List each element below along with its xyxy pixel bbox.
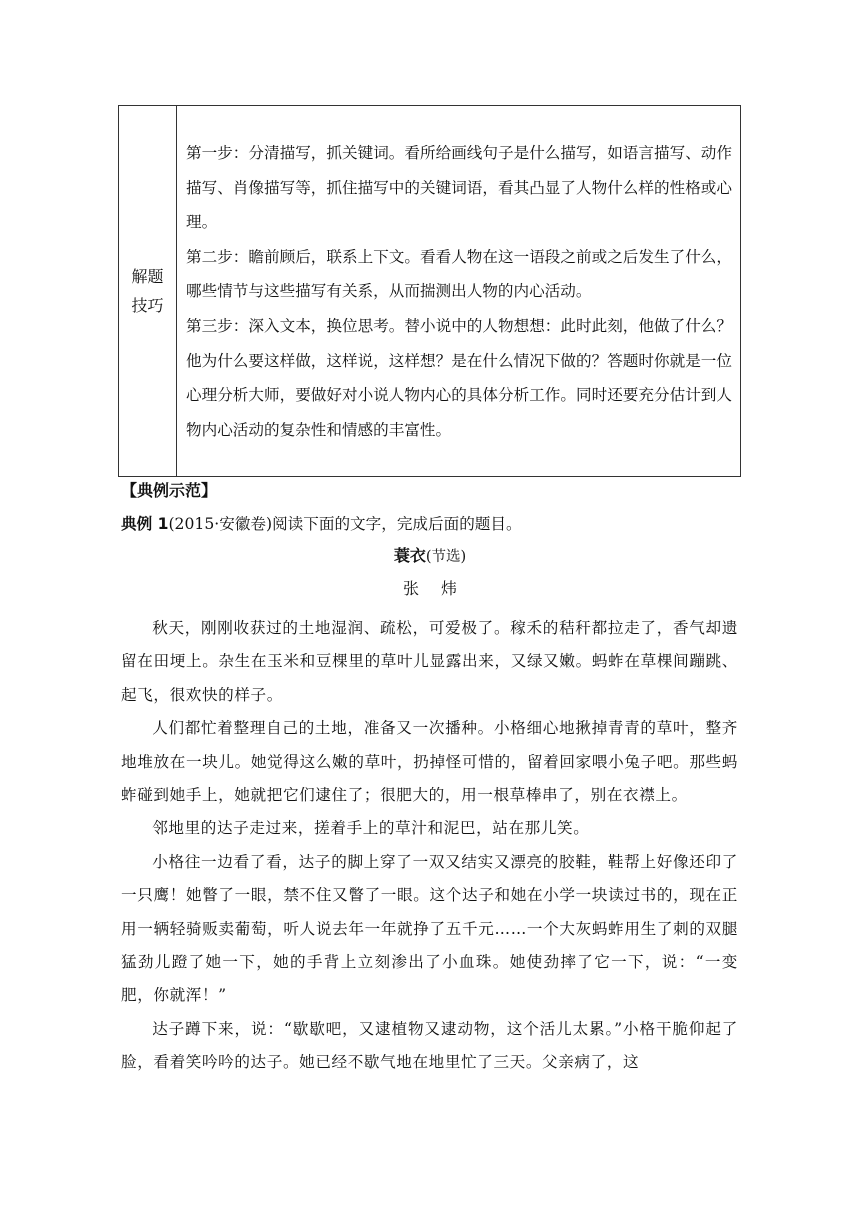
tips-label-line1: 解题 — [131, 267, 164, 286]
story-title-note: (节选) — [425, 549, 467, 565]
story-paragraph-1: 秋天，刚刚收获过的土地湿润、疏松，可爱极了。稼禾的秸秆都拉走了，香气却遗留在田埂上。杂生在玉米和豆棵里的草叶儿显露出来，又绿又嫩。蚂蚱在草棵间蹦跳、起飞，很欢快的样子。 — [121, 619, 738, 704]
story-author: 张炜 — [402, 579, 479, 598]
story-body — [121, 612, 738, 1080]
tips-step-3: 第三步：深入文本，换位思考。替小说中的人物想想：此时此刻，他做了什么？他为什么要这样做，这样说，这样想？是在什么情况下做的？答题时你就是一位心理分析大师，要做好对小说人物内心的具体分析工作。同时还要充分估计到人物内心活动的复杂性和情感的丰富性。 — [186, 316, 732, 439]
section-heading: 【典例示范】 — [121, 481, 218, 500]
story-paragraph-4: 小格往一边看了看，达子的脚上穿了一双又结实又漂亮的胶鞋，鞋帮上好像还印了一只鹰！她瞥了一眼，禁不住又瞥了一眼。这个达子和她在小学一块读过书的，现在正用一辆轻骑贩卖葡萄，听人说去年一年就挣了五千元……一个大灰蚂蚱用生了刺的双腿猛劲儿蹬了她一下，她的手背上立刻渗出了小血珠。她使劲摔了它一下，说：“一变肥，你就浑！” — [121, 852, 738, 1005]
story-paragraph-5: 达子蹲下来，说：“歇歇吧，又逮植物又逮动物，这个活儿太累。”小格干脆仰起了脸，看着笑吟吟的达子。她已经不歇气地在地里忙了三天。父亲病了，这 — [121, 1019, 738, 1072]
example-instruction: 阅读下面的文字，完成后面的题目。 — [272, 515, 522, 533]
tips-label-cell — [119, 106, 177, 476]
tips-step-2: 第二步：瞻前顾后，联系上下文。看看人物在这一语段之前或之后发生了什么，哪些情节与这些描写有关系，从而揣测出人物的内心活动。 — [186, 247, 732, 301]
example-intro — [121, 513, 522, 535]
story-title — [0, 545, 860, 568]
story-title-text: 蓑衣 — [393, 546, 426, 565]
example-label: 典例 1 — [121, 515, 169, 533]
tips-content-cell — [177, 106, 740, 476]
story-paragraph-3: 邻地里的达子走过来，搓着手上的草汁和泥巴，站在那儿笑。 — [152, 819, 590, 838]
solving-tips-table — [118, 105, 741, 477]
tips-step-1: 第一步：分清描写，抓关键词。看所给画线句子是什么描写，如语言描写、动作描写、肖像描写等，抓住描写中的关键词语，看其凸显了人物什么样的性格或心理。 — [186, 144, 732, 232]
tips-label-line2: 技巧 — [131, 296, 164, 315]
example-source: (2015·安徽卷) — [168, 515, 273, 533]
story-paragraph-2: 人们都忙着整理自己的土地，准备又一次播种。小格细心地揪掉青青的草叶，整齐地堆放在一块儿。她觉得这么嫩的草叶，扔掉怪可惜的，留着回家喂小兔子吧。那些蚂蚱碰到她手上，她就把它们逮住了；很肥大的，用一根草棒串了，别在衣襟上。 — [121, 719, 738, 805]
